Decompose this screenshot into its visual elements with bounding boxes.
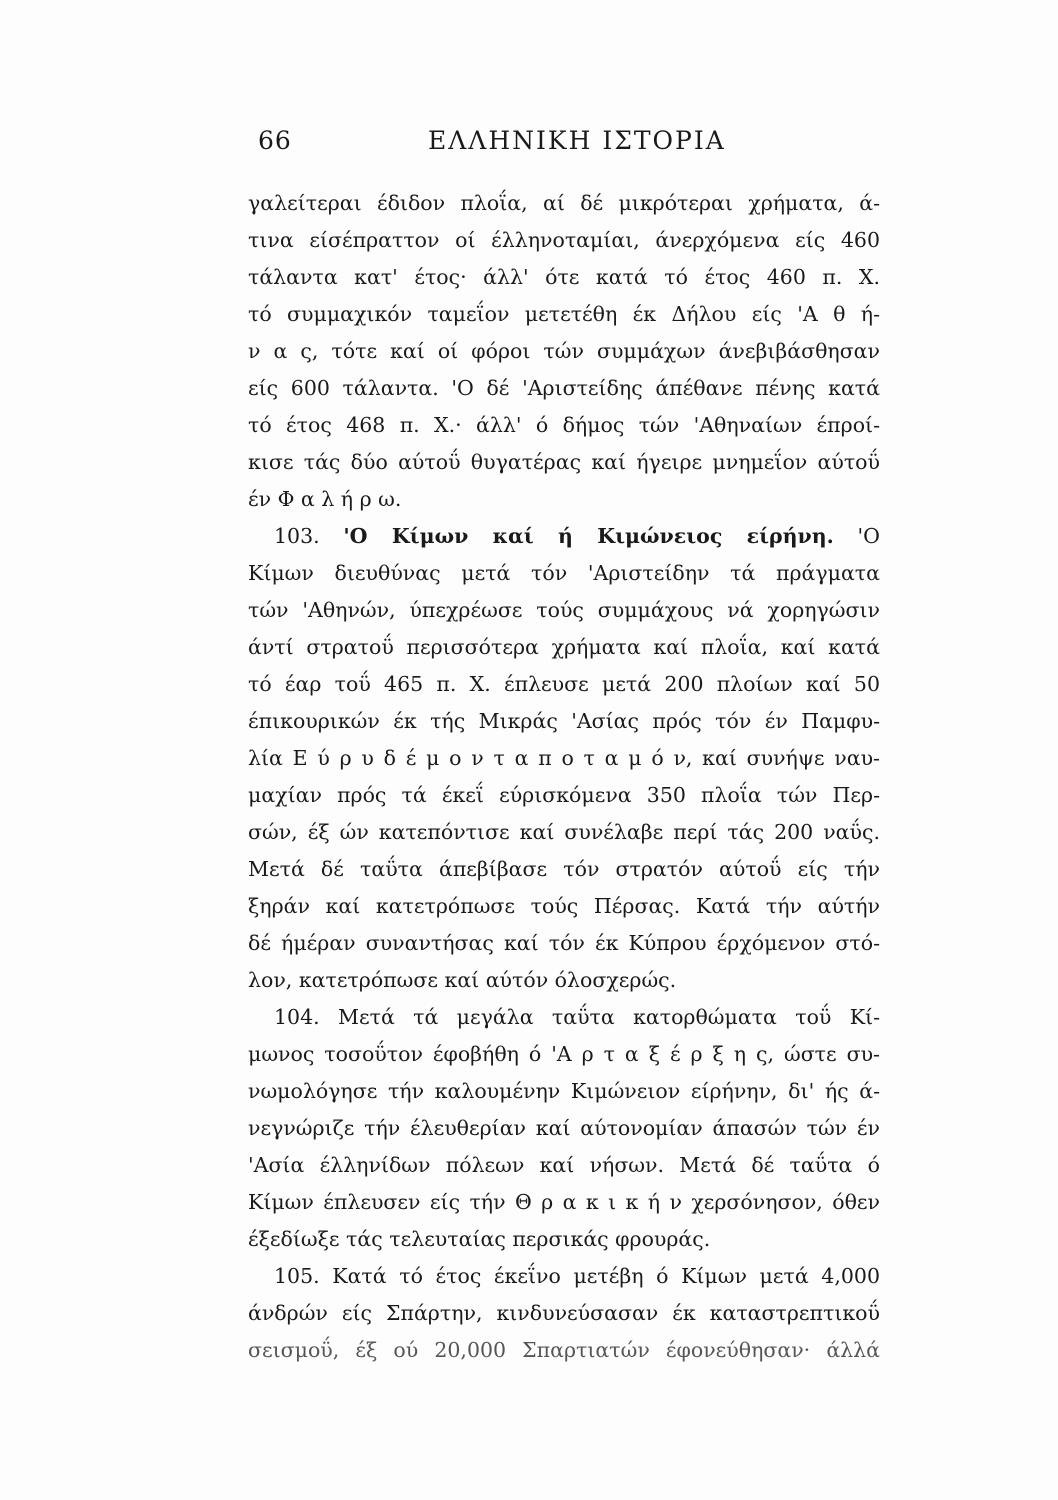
text-line: τό έτος 468 π. Χ.· άλλ' ό δήμος τών 'Αθηναίων έπροί- [248, 413, 880, 437]
text-line: άνδρών είς Σπάρτην, κινδυνεύσασαν έκ καταστρεπτικοΰ [248, 1301, 880, 1325]
text-line: έξεδίωξε τάς τελευταίας περσικάς φρουράς. [248, 1227, 711, 1251]
text-line: άντί στρατοΰ περισσότερα χρήματα καί πλοΐα, καί κατά [248, 635, 880, 659]
text-line: 105. Κατά τό έτος έκεΐνο μετέβη ό Κίμων μετά 4,000 [274, 1264, 880, 1288]
text-line: τό έαρ τοΰ 465 π. Χ. έπλευσε μετά 200 πλοίων καί 50 [248, 672, 880, 696]
text-line: ξηράν καί κατετρόπωσε τούς Πέρσας. Κατά τήν αύτήν [248, 894, 880, 918]
text-line: σεισμοΰ, έξ ού 20,000 Σπαρτιατών έφονεύθησαν· άλλά [248, 1338, 880, 1362]
text-line: έπικουρικών έκ τής Μικράς 'Ασίας πρός τόν έν Παμφυ- [248, 709, 880, 733]
text-line: μαχίαν πρός τά έκεΐ εύρισκόμενα 350 πλοΐα τών Περ- [248, 783, 880, 807]
text-line: Μετά δέ ταΰτα άπεβίβασε τόν στρατόν αύτοΰ είς τήν [248, 857, 880, 881]
running-title: ΕΛΛΗΝΙΚΗ ΙΣΤΟΡΙΑ [428, 126, 726, 155]
text-line: γαλείτεραι έδιδον πλοΐα, αί δέ μικρότεραι χρήματα, ά- [248, 191, 880, 215]
text-line: λον, κατετρόπωσε καί αύτόν όλοσχερώς. [248, 968, 677, 992]
text-line: δέ ήμέραν συναντήσας καί τόν έκ Κύπρου έρχόμενον στό- [248, 931, 880, 955]
text-line: λία Ε ύ ρ υ δ έ μ ο ν τ α π ο τ α μ ό ν, καί συνήψε ναυ- [248, 746, 880, 770]
text-line: έν Φ α λ ή ρ ω. [248, 487, 402, 511]
text-line: τό συμμαχικόν ταμεΐον μετετέθη έκ Δήλου είς 'Α θ ή- [248, 302, 880, 326]
section-number: 103. [274, 524, 320, 548]
text-line: μωνος τοσοΰτον έφοβήθη ό 'Α ρ τ α ξ έ ρ ξ η ς, ώστε συ- [248, 1042, 880, 1066]
text-line: ν α ς, τότε καί οί φόροι τών συμμάχων άνεβιβάσθησαν [248, 339, 880, 363]
text-line: 104. Μετά τά μεγάλα ταΰτα κατορθώματα τοΰ Κί- [274, 1005, 880, 1029]
page-number: 66 [258, 126, 292, 155]
text-line: νεγνώριζε τήν έλευθερίαν καί αύτονομίαν άπασών τών έν [248, 1116, 880, 1140]
text-line: νωμολόγησε τήν καλουμένην Κιμώνειον είρήνην, δι' ής ά- [248, 1079, 880, 1103]
text-line: τινα είσέπραττον οί έλληνοταμίαι, άνερχόμενα είς 460 [248, 228, 880, 252]
section-heading-rest: 'Ο [857, 524, 880, 548]
page-header [248, 126, 878, 166]
text-line: τών 'Αθηνών, ύπεχρέωσε τούς συμμάχους νά χορηγώσιν [248, 598, 880, 622]
text-line: κισε τάς δύο αύτοΰ θυγατέρας καί ήγειρε μνημεΐον αύτοΰ [248, 450, 880, 474]
text-line: Κίμων διευθύνας μετά τόν 'Αριστείδην τά πράγματα [248, 561, 880, 585]
text-line: 'Ασία έλληνίδων πόλεων καί νήσων. Μετά δέ ταΰτα ό [248, 1153, 880, 1177]
text-line: τάλαντα κατ' έτος· άλλ' ότε κατά τό έτος 460 π. Χ. [248, 265, 880, 289]
text-line: είς 600 τάλαντα. 'Ο δέ 'Αριστείδης άπέθανε πένης κατά [248, 376, 880, 400]
body-text [248, 185, 880, 1369]
section-heading: 'Ο Κίμων καί ή Κιμώνειος είρήνη. [343, 524, 834, 548]
text-line: Κίμων έπλευσεν είς τήν Θ ρ α κ ι κ ή ν χερσόνησον, όθεν [248, 1190, 880, 1214]
text-line: σών, έξ ών κατεπόντισε καί συνέλαβε περί τάς 200 ναΰς. [248, 820, 880, 844]
section-heading-line [248, 518, 880, 555]
